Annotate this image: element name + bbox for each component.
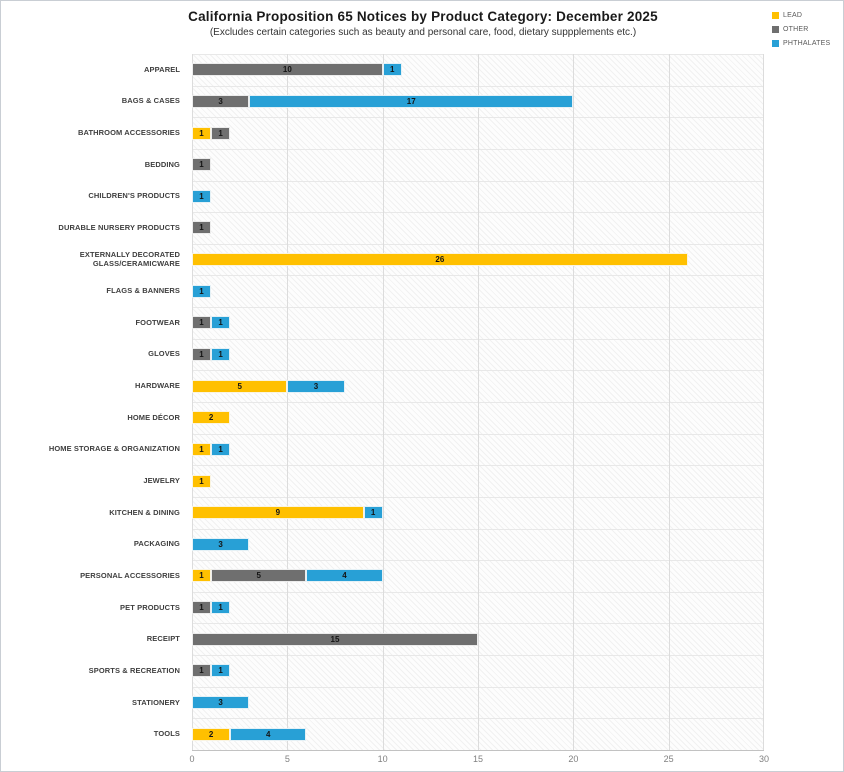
bar-value-label: 9: [275, 508, 281, 518]
bar-value-label: 1: [199, 191, 204, 201]
bar-row: [192, 623, 764, 655]
category-label: CHILDREN'S PRODUCTS: [88, 191, 180, 201]
bar-segment-other: [192, 601, 211, 614]
bar-segment-phthalates: [211, 316, 230, 329]
bar-row: [192, 592, 764, 624]
x-axis-tick-label: 25: [663, 754, 674, 764]
category-label: BAGS & CASES: [121, 96, 180, 106]
bar-segment-lead: [192, 728, 230, 741]
bar-value-label: 26: [435, 255, 445, 265]
x-axis-tick-label: 30: [758, 754, 770, 764]
bar-value-label: 1: [218, 444, 223, 454]
bar-value-label: 1: [199, 128, 204, 138]
bar-segment-other: [192, 664, 211, 677]
bar-segment-other: [211, 569, 306, 582]
legend-swatch-icon: [772, 12, 779, 19]
bar-row: [192, 718, 764, 750]
bar-segment-lead: [192, 253, 688, 266]
bar-row: [192, 181, 764, 213]
x-axis-tick-label: 10: [377, 754, 388, 764]
bar-value-label: 3: [218, 539, 223, 549]
bar-segment-other: [211, 127, 230, 140]
bar-value-label: 15: [330, 634, 340, 644]
bar-segment-phthalates: [192, 190, 211, 203]
bar-row: [192, 54, 764, 86]
bar-value-label: 1: [218, 350, 223, 360]
bar-value-label: 3: [313, 381, 319, 391]
bar-segment-lead: [192, 569, 211, 582]
category-label: HOME DÉCOR: [127, 412, 180, 422]
bar-segment-other: [192, 158, 211, 171]
bar-segment-phthalates: [192, 285, 211, 298]
legend-label: LEAD: [783, 12, 803, 19]
bars-layer: [192, 54, 764, 750]
category-label: APPAREL: [144, 64, 180, 74]
bar-segment-phthalates: [211, 601, 230, 614]
legend-swatch-icon: [772, 40, 779, 47]
category-label: GLOVES: [148, 349, 180, 359]
bar-row: [192, 244, 764, 276]
bar-row: [192, 117, 764, 149]
bar-value-label: 5: [256, 571, 261, 581]
bar-value-label: 1: [199, 350, 204, 360]
bar-row: [192, 687, 764, 719]
bar-value-label: 1: [199, 444, 204, 454]
bar-segment-lead: [192, 443, 211, 456]
bar-value-label: 1: [199, 571, 204, 581]
bar-value-label: 1: [199, 666, 204, 676]
bar-row: [192, 402, 764, 434]
category-label: HOME STORAGE & ORGANIZATION: [48, 444, 180, 454]
bar-value-label: 1: [370, 508, 376, 518]
bar-value-label: 3: [218, 96, 223, 106]
bar-value-label: 1: [389, 65, 395, 75]
bar-row: [192, 275, 764, 307]
category-label: TOOLS: [153, 729, 180, 739]
category-label: JEWELRY: [143, 476, 180, 486]
x-axis: [189, 754, 770, 768]
bar-segment-phthalates: [211, 664, 230, 677]
x-axis-line: [192, 750, 764, 751]
bar-segment-phthalates: [383, 63, 402, 76]
bar-value-label: 1: [218, 318, 223, 328]
bar-value-label: 5: [237, 381, 242, 391]
bar-row: [192, 212, 764, 244]
category-label: KITCHEN & DINING: [109, 507, 180, 517]
bar-row: [192, 529, 764, 561]
bar-segment-other: [192, 316, 211, 329]
bar-value-label: 1: [199, 603, 204, 613]
bar-segment-phthalates: [211, 443, 230, 456]
bar-row: [192, 370, 764, 402]
bar-value-label: 2: [208, 413, 214, 423]
chart-title: California Proposition 65 Notices by Product Category: December 2025: [188, 9, 658, 24]
bar-segment-lead: [192, 411, 230, 424]
x-axis-tick-label: 0: [189, 754, 195, 764]
bar-segment-phthalates: [211, 348, 230, 361]
bar-row: [192, 497, 764, 529]
bar-value-label: 1: [199, 476, 204, 486]
bar-segment-phthalates: [364, 506, 383, 519]
x-axis-tick-label: 5: [284, 754, 290, 764]
category-label: HARDWARE: [135, 381, 180, 391]
bar-value-label: 1: [218, 128, 223, 138]
bar-row: [192, 307, 764, 339]
bar-segment-other: [192, 633, 478, 646]
bar-segment-other: [192, 221, 211, 234]
category-axis: [1, 54, 186, 750]
bar-row: [192, 560, 764, 592]
bar-segment-phthalates: [192, 696, 249, 709]
bar-value-label: 1: [199, 286, 204, 296]
x-axis-tick-label: 15: [472, 754, 484, 764]
category-label: FOOTWEAR: [135, 317, 180, 327]
bar-value-label: 4: [266, 729, 271, 739]
bar-segment-lead: [192, 127, 211, 140]
bar-segment-phthalates: [249, 95, 573, 108]
bar-row: [192, 86, 764, 118]
bar-segment-phthalates: [230, 728, 306, 741]
bar-segment-lead: [192, 475, 211, 488]
category-label: PERSONAL ACCESSORIES: [80, 570, 180, 580]
legend-swatch-icon: [772, 26, 779, 33]
bar-value-label: 1: [199, 223, 204, 233]
bar-value-label: 4: [342, 571, 347, 581]
category-label: PET PRODUCTS: [120, 602, 180, 612]
title-block: [1, 9, 844, 38]
category-label: FLAGS & BANNERS: [106, 286, 180, 296]
bar-value-label: 3: [218, 698, 223, 708]
legend: [772, 12, 836, 47]
bar-row: [192, 149, 764, 181]
bar-segment-phthalates: [306, 569, 382, 582]
category-label: SPORTS & RECREATION: [88, 665, 180, 675]
category-label: BEDDING: [144, 159, 180, 169]
category-label: EXTERNALLY DECORATED GLASS/CERAMICWARE: [79, 250, 180, 268]
bar-value-label: 1: [199, 318, 204, 328]
bar-row: [192, 434, 764, 466]
category-label: RECEIPT: [146, 634, 180, 644]
bar-row: [192, 339, 764, 371]
bar-segment-other: [192, 348, 211, 361]
legend-item: [772, 12, 836, 19]
bar-segment-other: [192, 95, 249, 108]
legend-item: [772, 40, 836, 47]
bar-value-label: 1: [218, 603, 223, 613]
bar-segment-lead: [192, 380, 287, 393]
bar-value-label: 2: [208, 729, 214, 739]
bar-row: [192, 655, 764, 687]
bar-value-label: 10: [282, 65, 292, 75]
category-label: PACKAGING: [133, 539, 180, 549]
category-label: BATHROOM ACCESSORIES: [77, 127, 180, 137]
bar-row: [192, 465, 764, 497]
legend-label: PHTHALATES: [783, 40, 831, 47]
category-label: STATIONERY: [132, 697, 180, 707]
bar-segment-phthalates: [192, 538, 249, 551]
legend-label: OTHER: [783, 26, 809, 33]
bar-value-label: 1: [199, 160, 204, 170]
category-label: DURABLE NURSERY PRODUCTS: [58, 222, 180, 232]
bar-value-label: 1: [218, 666, 223, 676]
bar-segment-other: [192, 63, 383, 76]
chart-subtitle: (Excludes certain categories such as beauty and personal care, food, dietary suppplements etc.): [209, 27, 637, 38]
bar-value-label: 17: [406, 96, 416, 106]
legend-item: [772, 26, 836, 33]
bar-segment-phthalates: [287, 380, 344, 393]
x-axis-tick-label: 20: [568, 754, 579, 764]
bar-segment-lead: [192, 506, 364, 519]
